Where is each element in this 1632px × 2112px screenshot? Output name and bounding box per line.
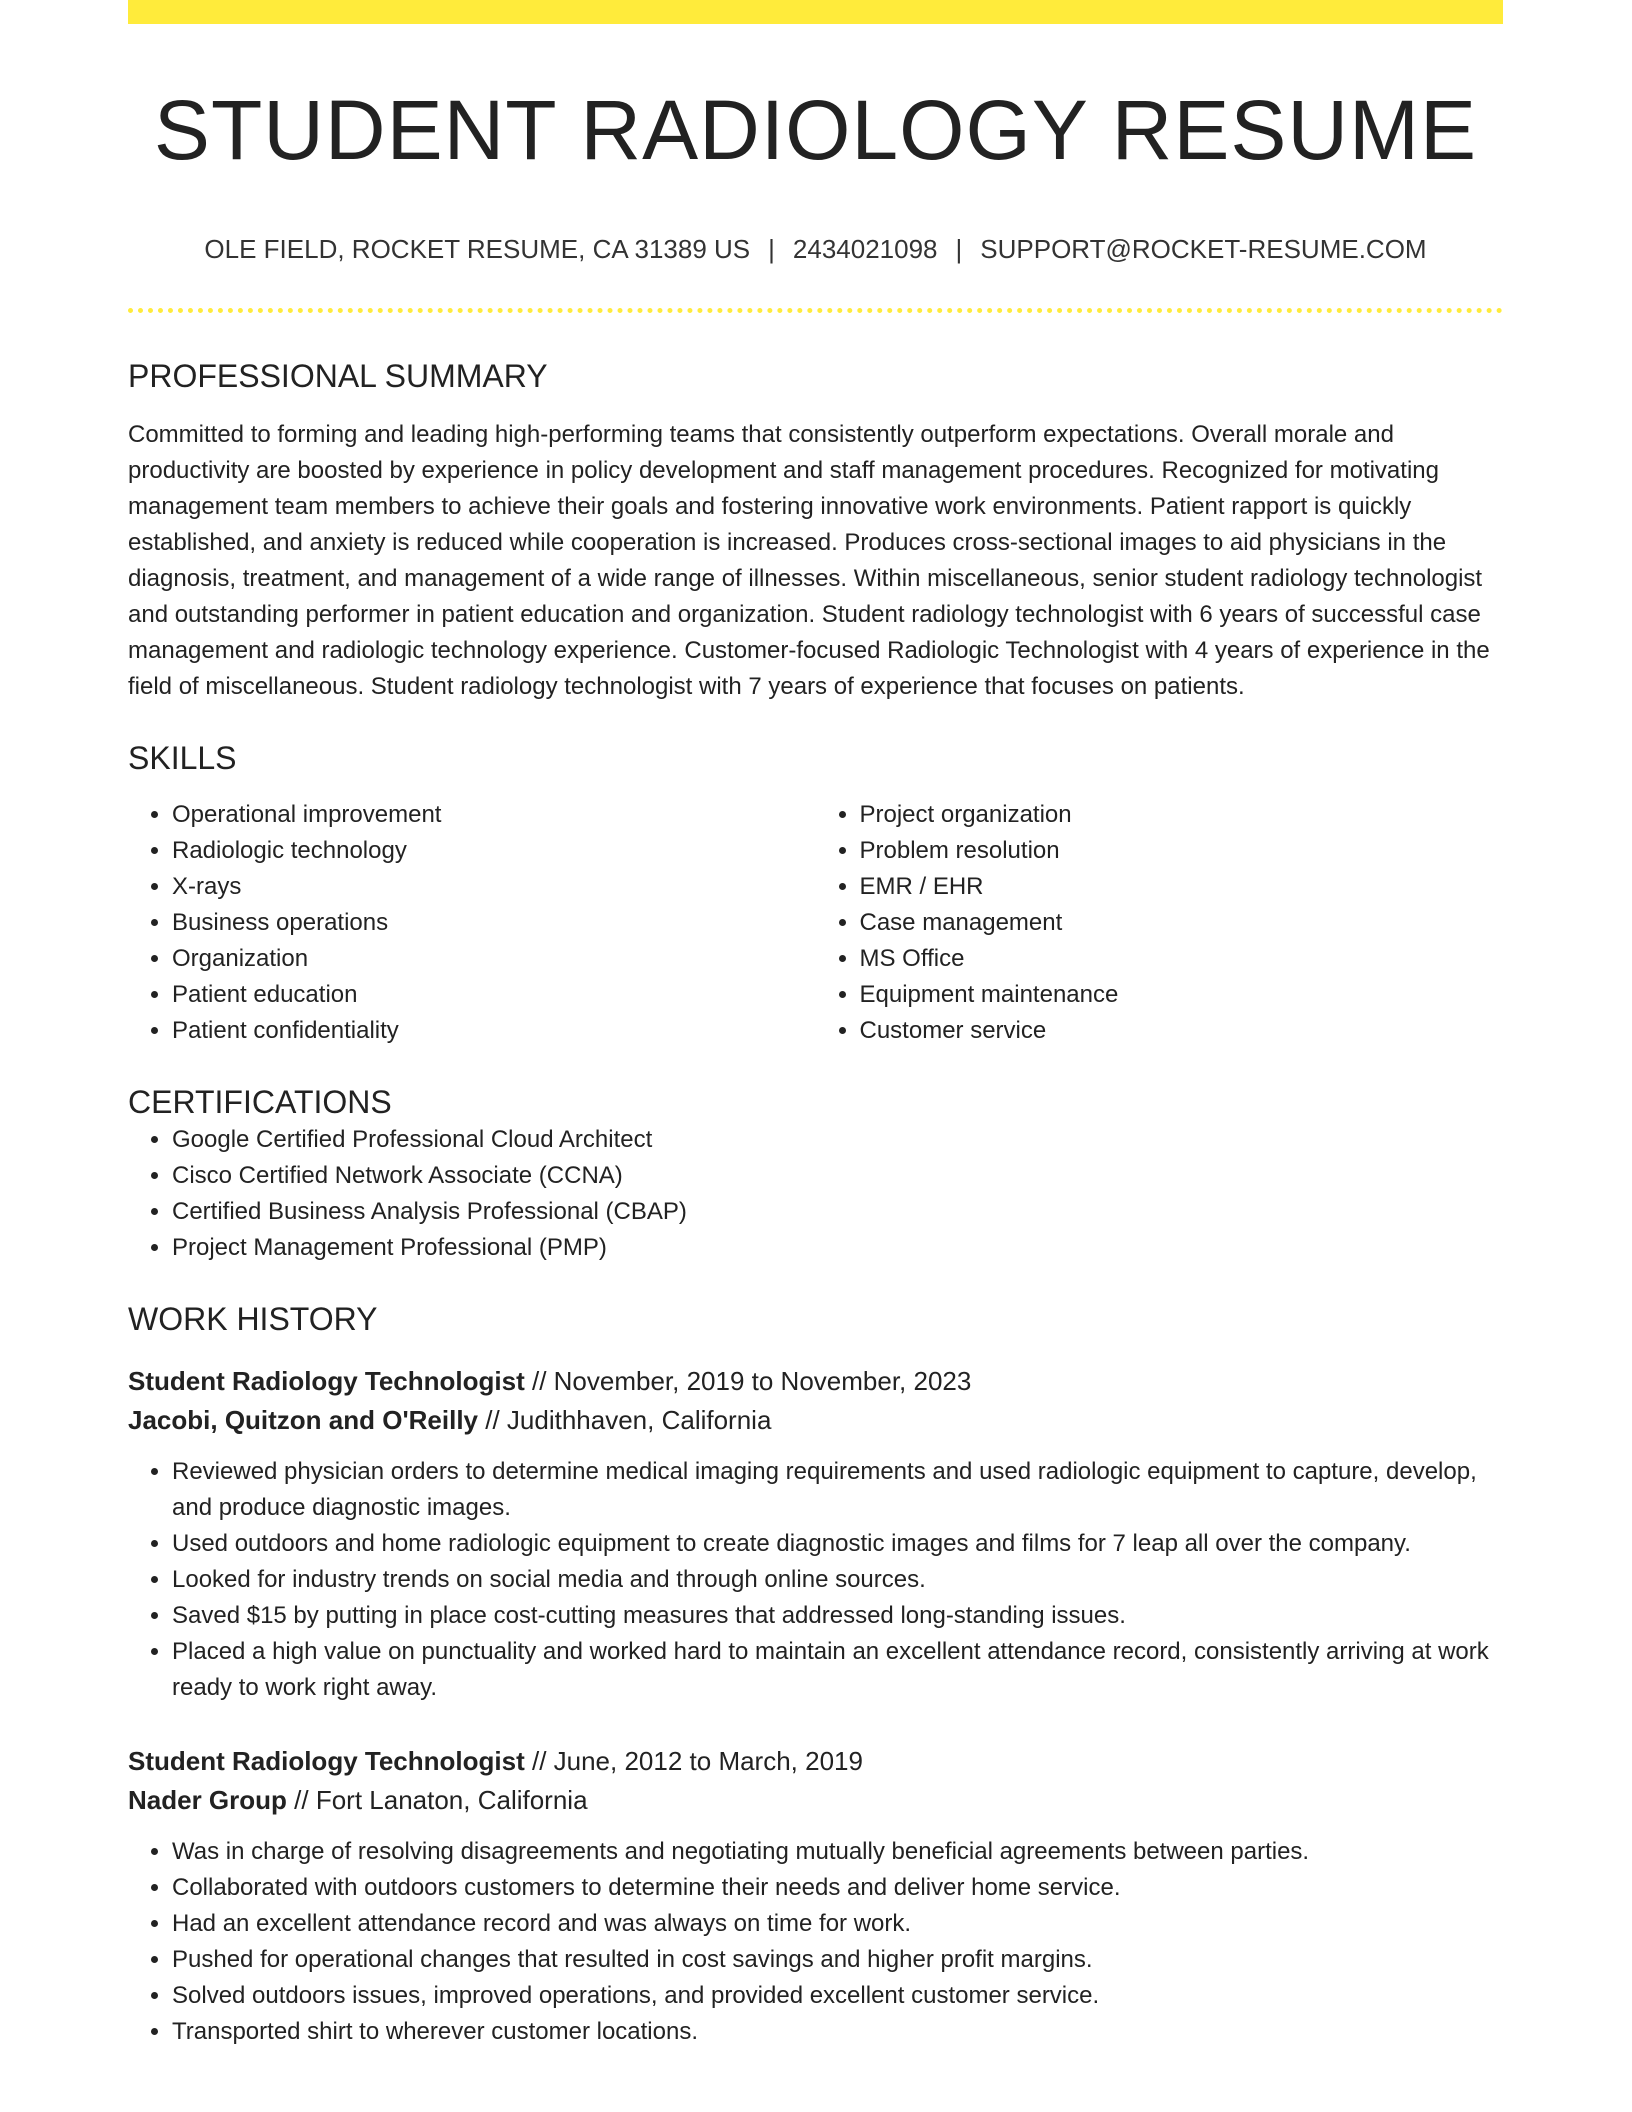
skill-item: • X-rays [172,869,816,905]
job-duty: • Had an excellent attendance record and was always on time for work. [172,1906,1503,1942]
summary-heading: PROFESSIONAL SUMMARY [128,357,548,394]
job-duty: • Placed a high value on punctuality and worked hard to maintain an excellent attendance record, consistently arriving at work ready to work right away. [172,1634,1503,1706]
job-location: // Fort Lanaton, California [294,1785,588,1816]
job-duty: • Collaborated with outdoors customers to determine their needs and deliver home service. [172,1870,1503,1906]
resume-page [128,0,1503,2050]
job-dates: // November, 2019 to November, 2023 [531,1366,972,1397]
job-company: Jacobi, Quitzon and O'Reilly [128,1405,479,1436]
job-company: Nader Group [128,1785,287,1816]
job-duty: • Looked for industry trends on social media and through online sources. [172,1562,1503,1598]
skill-item: • Case management [860,905,1504,941]
skill-item: • Organization [172,941,816,977]
job-duty: • Used outdoors and home radiologic equipment to create diagnostic images and films for 7 leap all over the company. [172,1526,1503,1562]
job-duties-list [128,1454,1503,1706]
certification-item: • Project Management Professional (PMP) [172,1230,1503,1266]
skills-list-right [816,797,1504,1049]
job-duty: • Pushed for operational changes that resulted in cost savings and higher profit margins. [172,1942,1503,1978]
dotted-divider [128,308,1503,313]
certification-item: • Cisco Certified Network Associate (CCNA) [172,1158,1503,1194]
job-title: Student Radiology Technologist [128,1366,525,1397]
job-duty: • Transported shirt to wherever customer locations. [172,2014,1503,2050]
skill-item: • Equipment maintenance [860,977,1504,1013]
certifications-heading: CERTIFICATIONS [128,1084,392,1121]
job-title-line [128,1362,1503,1401]
job-duty: • Solved outdoors issues, improved operations, and provided excellent customer service. [172,1978,1503,2014]
work-history-heading: WORK HISTORY [128,1300,378,1337]
skills-list-left [128,797,816,1049]
skills-columns [128,797,1503,1049]
contact-address: OLE FIELD, ROCKET RESUME, CA 31389 US [204,234,751,265]
job-duty: • Was in charge of resolving disagreements and negotiating mutually beneficial agreements between parties. [172,1834,1503,1870]
skills-heading: SKILLS [128,739,237,776]
skill-item: • Radiologic technology [172,833,816,869]
skill-item: • Patient confidentiality [172,1013,816,1049]
certifications-list [128,1122,1503,1266]
summary-paragraph: Committed to forming and leading high-performing teams that consistently outperform expectations. Overall morale and productivity are boosted by experience in policy development and staff management procedures. Recognized for motivating management team members to achieve their goals and fostering innovative work environments. Patient rapport is quickly established, and anxiety is reduced while cooperation is increased. Produces cross-sectional images to aid physicians in the diagnosis, treatment, and management of a wide range of illnesses. Within miscellaneous, senior student radiology technologist and outstanding performer in patient education and organization. Student radiology technologist with 6 years of successful case management and radiologic technology experience. Customer-focused Radiologic Technologist with 4 years of experience in the field of miscellaneous. Student radiology technologist with 7 years of experience that focuses on patients. [128,420,1490,700]
contact-separator: | [768,234,775,265]
job-entry [128,1362,1503,1706]
contact-line [128,234,1503,265]
accent-top-bar [128,0,1503,24]
certification-item: • Google Certified Professional Cloud Architect [172,1122,1503,1158]
job-title-line [128,1742,1503,1781]
skill-item: • Patient education [172,977,816,1013]
job-duties-list [128,1834,1503,2050]
skill-item: • EMR / EHR [860,869,1504,905]
job-dates: // June, 2012 to March, 2019 [531,1746,863,1777]
resume-title: STUDENT RADIOLOGY RESUME [153,83,1478,177]
job-duty: • Reviewed physician orders to determine medical imaging requirements and used radiologic equipment to capture, develop, and produce diagnostic images. [172,1454,1503,1526]
job-company-line [128,1401,1503,1440]
certification-item: • Certified Business Analysis Professional (CBAP) [172,1194,1503,1230]
skill-item: • Customer service [860,1013,1504,1049]
skill-item: • Problem resolution [860,833,1504,869]
contact-email: SUPPORT@ROCKET-RESUME.COM [980,234,1427,265]
contact-phone: 2434021098 [792,234,938,265]
job-title: Student Radiology Technologist [128,1746,525,1777]
job-company-line [128,1781,1503,1820]
job-location: // Judithhaven, California [485,1405,772,1436]
contact-separator: | [955,234,963,265]
job-entry [128,1742,1503,2050]
job-duty: • Saved $15 by putting in place cost-cutting measures that addressed long-standing issues. [172,1598,1503,1634]
skill-item: • Business operations [172,905,816,941]
skill-item: • Operational improvement [172,797,816,833]
skill-item: • Project organization [860,797,1504,833]
skill-item: • MS Office [860,941,1504,977]
